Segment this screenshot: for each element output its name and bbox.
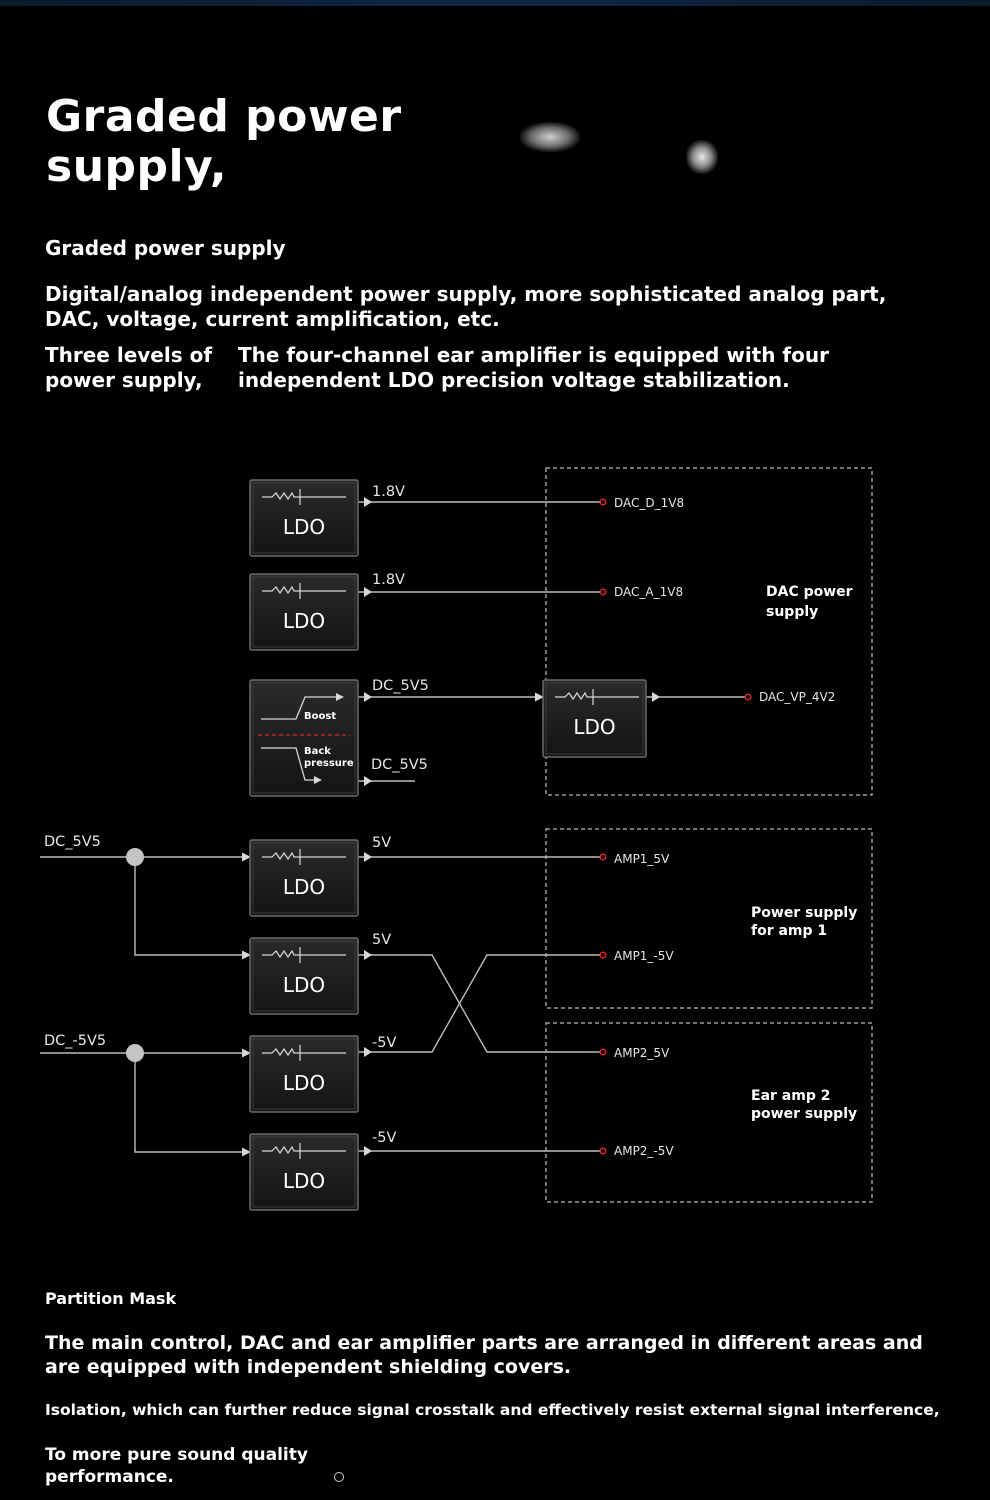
arrow-out-8 [364,1047,372,1057]
arrow-out-2 [364,587,372,597]
output-label-amp2-m5v: AMP2_-5V [614,1144,674,1158]
ldo-label: LDO [282,1169,326,1193]
terminal-dac-a [600,589,606,595]
output-label-amp2-5v: AMP2_5V [614,1046,670,1060]
intro-paragraph: Digital/analog independent power supply, more sophisticated analog part, DAC, voltage, current amplification, etc. [45,282,887,331]
isolation-paragraph: Isolation, which can further reduce signal crosstalk and effectively resist external signal interference, [45,1401,940,1419]
output-label-dac-vp: DAC_VP_4V2 [759,690,836,704]
arrow-out-9 [364,1146,372,1156]
page-title-line2: supply, [46,141,228,192]
rail-label-1v8-b: 1.8V [372,572,405,588]
section-subtitle: Graded power supply [45,236,286,260]
levels-label: Three levels of power supply, [45,343,213,392]
ldo-label: LDO [282,973,326,997]
output-label-dac-a: DAC_A_1V8 [614,585,684,599]
rail-label-amp1-pos: 5V [372,835,392,851]
output-label-amp1-m5v: AMP1_-5V [614,949,674,963]
ldo-amp2-pos-block [250,1036,358,1112]
levels-text: The four-channel ear amplifier is equipped with four independent LDO precision voltage stabilization. [238,343,829,392]
ldo-amp1-neg-block [250,938,358,1014]
arrow-out-1 [364,497,372,507]
junction-neg [126,1044,144,1062]
ldo-label: LDO [282,515,326,539]
page-title-line1: Graded power [46,91,402,142]
boost-label: Boost [304,711,337,722]
sound-quality-paragraph: To more pure sound quality performance. [45,1445,308,1487]
output-label-dac-d: DAC_D_1V8 [614,496,685,510]
input-label-neg: DC_-5V5 [44,1033,107,1049]
ldo-dac-a-block [250,574,358,650]
rail-label-amp2-neg: -5V [372,1130,397,1146]
ldo-label: LDO [282,1071,326,1095]
arrow-out-5 [652,692,660,702]
rail-label-amp1-neg: 5V [372,932,392,948]
back-pressure-label-1: Back [304,746,331,757]
amp1-group-label-1: Power supply [751,905,858,921]
partition-mask-paragraph: The main control, DAC and ear amplifier parts are arranged in different areas and are equipped with independent shielding covers. [45,1332,923,1378]
terminal-dac-d [600,499,606,505]
ldo-dac-vp-block [543,680,646,757]
rail-label-back-out: DC_5V5 [371,757,428,773]
terminal-amp2-m5v [600,1148,606,1154]
junction-pos [126,848,144,866]
ldo-amp2-neg-block [250,1134,358,1210]
amp2-group-label-1: Ear amp 2 [751,1088,831,1104]
ldo-label: LDO [573,715,616,739]
wire-pos-branch [135,857,250,955]
rail-label-boost-out: DC_5V5 [372,678,429,694]
terminal-dac-vp [745,694,751,700]
ldo-label: LDO [282,609,326,633]
output-label-amp1-5v: AMP1_5V [614,852,670,866]
input-label-pos: DC_5V5 [44,834,101,850]
terminal-amp2-5v [600,1049,606,1055]
partition-mask-title: Partition Mask [45,1289,177,1308]
arrow-out-6 [364,852,372,862]
boost-converter-block [250,680,358,796]
dac-group-label-1: DAC power [766,584,853,600]
rail-label-1v8-a: 1.8V [372,484,405,500]
amp2-group-label-2: power supply [751,1106,858,1122]
dac-group-label-2: supply [766,604,819,620]
ldo-amp1-pos-block [250,840,358,916]
wire-neg-branch [135,1053,250,1152]
arrow-out-4 [364,776,372,786]
back-pressure-label-2: pressure [304,758,354,769]
amp1-group-label-2: for amp 1 [751,923,828,939]
ldo-label: LDO [282,875,326,899]
arrow-out-7 [364,950,372,960]
rail-label-amp2-pos: -5V [372,1035,397,1051]
terminal-amp1-m5v [600,952,606,958]
arrow-out-3 [364,692,372,702]
ldo-dac-d-block [250,480,358,556]
terminal-amp1-5v [600,854,606,860]
circle-marker [334,1472,344,1482]
